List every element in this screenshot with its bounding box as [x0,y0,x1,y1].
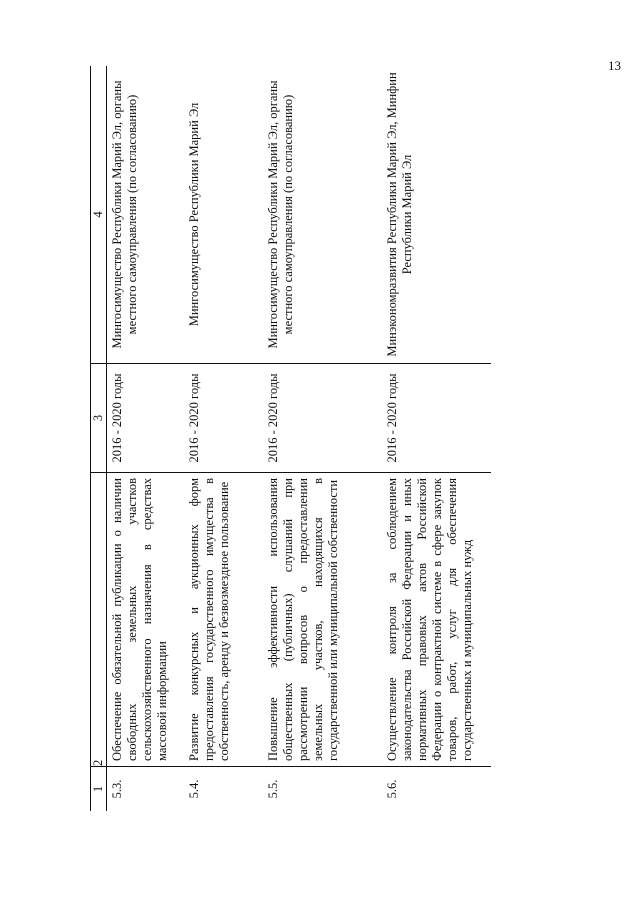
table-row [184,66,263,811]
table-row [382,66,491,811]
header-col-4: 4 [91,66,107,364]
table-header-row [91,66,107,811]
row-executors: Мингосимущество Республики Марий Эл, органы местного самоуправления (по согласованию) [263,66,382,364]
rotated-table-inner [90,66,494,811]
row-measure: Развитие конкурсных и аукционных форм предоставления государственного имущества в собственность, аренду и безвозмездное пользование [184,473,263,767]
row-number: 5.6. [385,779,399,799]
page-number: 13 [608,58,621,73]
row-executors: Мингосимущество Республики Марий Эл [184,66,263,364]
header-col-3: 3 [91,364,107,473]
row-measure: Обеспечение обязательной публикации о наличии свободных земельных участков сельскохозяйственного назначения в средствах массовой информации [107,473,185,767]
row-measure: Осуществление контроля за соблюдением законодательства Российской Федерации и иных нормативных правовых актов Российской Федерации о контрактной системе в сфере закупок товаров, работ, услуг для обеспечения государственных и муниципальных нужд [382,473,491,767]
table-row [263,66,382,811]
row-period: 2016 - 2020 годы [263,364,382,473]
header-col-2: 2 [91,473,107,767]
header-col-1: 1 [91,767,107,812]
measures-table [90,66,491,811]
row-number: 5.4. [187,779,201,799]
row-number: 5.5. [266,779,280,799]
rotated-table-frame [90,66,494,811]
row-period: 2016 - 2020 годы [107,364,185,473]
row-measure: Повышение эффективности использования общественных (публичных) слушаний при рассмотрении вопросов о предоставлении земельных участков, находящихся в государственной или муниципальной собственности [263,473,382,767]
table-row [107,66,185,811]
row-period: 2016 - 2020 годы [184,364,263,473]
row-executors: Мингосимущество Республики Марий Эл, органы местного самоуправления (по согласованию) [107,66,185,364]
row-number: 5.3. [110,779,124,799]
row-executors: Минэкономразвития Республики Марий Эл, Минфин Республики Марий Эл [382,66,491,364]
row-period: 2016 - 2020 годы [382,364,491,473]
